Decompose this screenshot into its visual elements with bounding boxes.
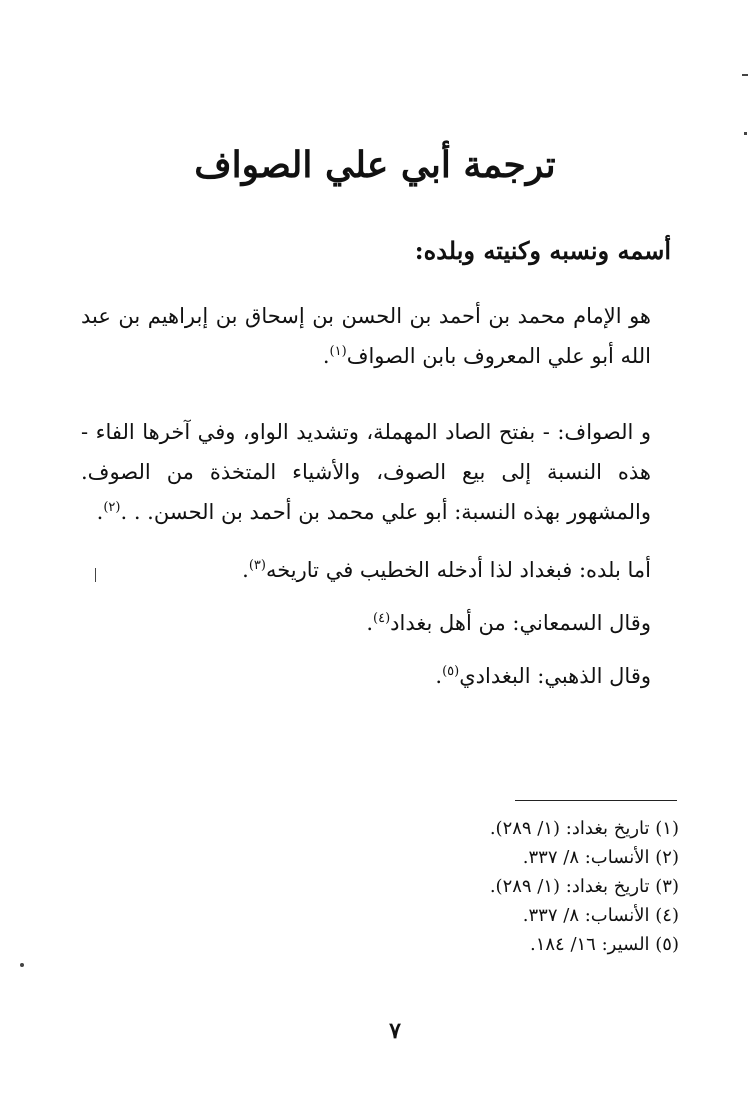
line-end: . xyxy=(242,558,249,582)
line-dhahabi xyxy=(435,656,651,696)
footnote-1: (١) تاريخ بغداد: (١/ ٢٨٩). xyxy=(489,818,679,839)
line-hometown xyxy=(242,550,651,590)
page-number: ٧ xyxy=(389,1018,401,1044)
paragraph-text: هو الإمام محمد بن أحمد بن الحسن بن إسحاق بن إبراهيم بن عبد الله أبو علي المعروف بابن الصواف xyxy=(81,304,651,368)
line-samani xyxy=(366,603,651,643)
paragraph-nisba xyxy=(81,412,651,532)
line-end: . xyxy=(435,664,443,688)
footnote-3: (٣) تاريخ بغداد: (١/ ٢٨٩). xyxy=(489,876,679,897)
page-title: ترجمة أبي علي الصواف xyxy=(194,144,556,186)
scan-mark-margin xyxy=(95,568,96,582)
scan-mark-right xyxy=(744,132,747,135)
paragraph-text: و الصواف: - بفتح الصاد المهملة، وتشديد الواو، وفي آخرها الفاء - هذه النسبة إلى بيع الصوف، والأشياء المتخذة من الصوف. والمشهور بهذه النسبة: أبو علي محمد بن أحمد بن الحسن. . . xyxy=(81,420,651,524)
footnote-2: (٢) الأنساب: ٨/ ٣٣٧. xyxy=(522,847,679,868)
footnote-4: (٤) الأنساب: ٨/ ٣٣٧. xyxy=(522,905,679,926)
footnote-ref-3: (٣) xyxy=(248,558,266,573)
line-text: وقال السمعاني: من أهل بغداد xyxy=(390,611,651,635)
scan-mark-left xyxy=(20,963,24,967)
line-text: أما بلده: فبغداد لذا أدخله الخطيب في تاريخه xyxy=(265,558,651,582)
footnote-ref-4: (٤) xyxy=(373,611,391,626)
footnote-5: (٥) السير: ١٦/ ١٨٤. xyxy=(529,934,679,955)
footnotes-list xyxy=(490,814,679,959)
footnote-ref-2: (٢) xyxy=(103,500,121,515)
line-end: . xyxy=(366,611,374,635)
footnote-ref-1: (١) xyxy=(329,344,347,359)
footnote-ref-5: (٥) xyxy=(442,664,460,679)
paragraph-end: . xyxy=(96,500,104,524)
line-text: وقال الذهبي: البغدادي xyxy=(459,664,651,688)
paragraph-name-lineage xyxy=(81,296,651,376)
paragraph-end: . xyxy=(322,344,330,368)
scan-mark-top-right xyxy=(742,74,748,76)
section-heading: أسمه ونسبه وكنيته وبلده: xyxy=(414,236,671,265)
footnote-divider xyxy=(515,800,677,801)
